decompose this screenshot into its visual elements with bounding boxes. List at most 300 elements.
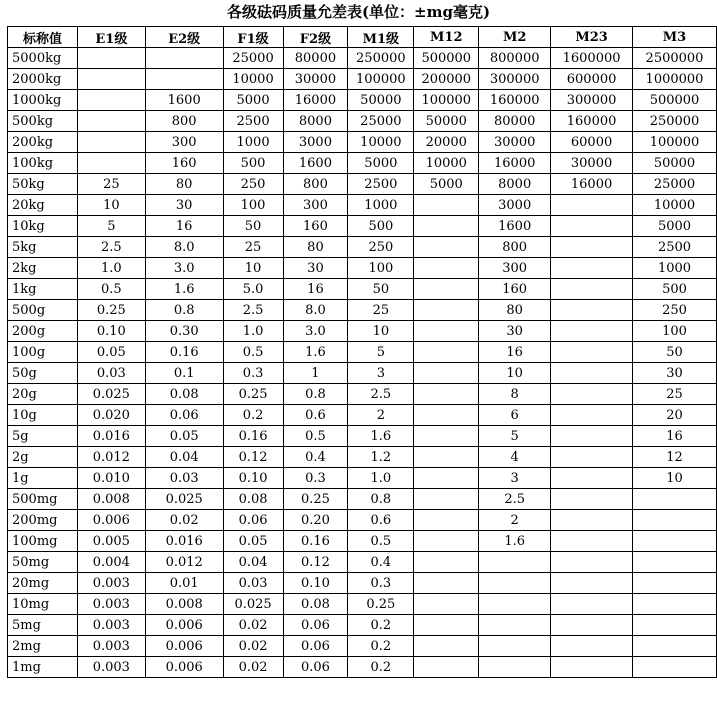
cell-e1: 0.004 <box>77 552 145 573</box>
cell-m12 <box>414 237 479 258</box>
table-row <box>8 405 717 426</box>
cell-m23 <box>551 195 633 216</box>
cell-m12 <box>414 468 479 489</box>
cell-m2: 2.5 <box>479 489 551 510</box>
table-row <box>8 594 717 615</box>
cell-m3: 500 <box>633 279 717 300</box>
cell-m12 <box>414 426 479 447</box>
cell-f1: 100 <box>223 195 283 216</box>
cell-e1: 0.008 <box>77 489 145 510</box>
cell-m2: 160000 <box>479 90 551 111</box>
cell-nominal: 5000kg <box>8 48 78 69</box>
cell-m2: 80 <box>479 300 551 321</box>
cell-e1: 0.10 <box>77 321 145 342</box>
cell-f1: 0.16 <box>223 426 283 447</box>
cell-f1: 25 <box>223 237 283 258</box>
cell-nominal: 200mg <box>8 510 78 531</box>
cell-m3: 250 <box>633 300 717 321</box>
cell-m12 <box>414 258 479 279</box>
cell-e2: 16 <box>145 216 223 237</box>
cell-m23 <box>551 510 633 531</box>
cell-m3 <box>633 573 717 594</box>
cell-f2: 0.12 <box>283 552 348 573</box>
cell-nominal: 5mg <box>8 615 78 636</box>
cell-e2: 0.025 <box>145 489 223 510</box>
cell-f1: 0.025 <box>223 594 283 615</box>
cell-m3: 50000 <box>633 153 717 174</box>
cell-m12 <box>414 594 479 615</box>
table-row <box>8 636 717 657</box>
cell-nominal: 1000kg <box>8 90 78 111</box>
cell-m3: 2500000 <box>633 48 717 69</box>
cell-f2: 8.0 <box>283 300 348 321</box>
cell-m3 <box>633 657 717 678</box>
cell-m1: 5000 <box>348 153 414 174</box>
cell-e2: 1.6 <box>145 279 223 300</box>
cell-m3 <box>633 552 717 573</box>
cell-m2: 800000 <box>479 48 551 69</box>
cell-e2: 0.006 <box>145 657 223 678</box>
cell-nominal: 100kg <box>8 153 78 174</box>
cell-e1 <box>77 69 145 90</box>
cell-m23 <box>551 489 633 510</box>
cell-m23 <box>551 573 633 594</box>
cell-m2: 30000 <box>479 132 551 153</box>
cell-f1: 1000 <box>223 132 283 153</box>
cell-m1: 0.2 <box>348 636 414 657</box>
cell-m3 <box>633 531 717 552</box>
cell-m12 <box>414 216 479 237</box>
table-row <box>8 279 717 300</box>
cell-m3 <box>633 594 717 615</box>
cell-f1: 0.02 <box>223 657 283 678</box>
cell-m12: 200000 <box>414 69 479 90</box>
table-row <box>8 615 717 636</box>
cell-nominal: 1mg <box>8 657 78 678</box>
cell-f1: 10000 <box>223 69 283 90</box>
cell-m3: 25 <box>633 384 717 405</box>
cell-f1: 250 <box>223 174 283 195</box>
cell-m3: 250000 <box>633 111 717 132</box>
cell-e2: 0.03 <box>145 468 223 489</box>
table-row <box>8 573 717 594</box>
table-row <box>8 384 717 405</box>
cell-m23: 600000 <box>551 69 633 90</box>
cell-m12: 100000 <box>414 90 479 111</box>
cell-m1: 0.2 <box>348 615 414 636</box>
cell-m23 <box>551 258 633 279</box>
header-e2: E2级 <box>145 27 223 48</box>
cell-f1: 0.04 <box>223 552 283 573</box>
cell-m12 <box>414 531 479 552</box>
cell-e1: 0.020 <box>77 405 145 426</box>
cell-m12 <box>414 615 479 636</box>
table-title: 各级砝码质量允差表(单位：±mg毫克) <box>226 3 491 21</box>
cell-nominal: 500g <box>8 300 78 321</box>
cell-f1: 2.5 <box>223 300 283 321</box>
cell-m23 <box>551 279 633 300</box>
cell-m23 <box>551 363 633 384</box>
table-row <box>8 90 717 111</box>
cell-f2: 300 <box>283 195 348 216</box>
cell-f2: 30000 <box>283 69 348 90</box>
cell-f2: 800 <box>283 174 348 195</box>
cell-m12 <box>414 636 479 657</box>
cell-m3: 10 <box>633 468 717 489</box>
cell-f2: 0.08 <box>283 594 348 615</box>
table-row <box>8 111 717 132</box>
cell-e2: 300 <box>145 132 223 153</box>
cell-m23 <box>551 594 633 615</box>
cell-e2: 30 <box>145 195 223 216</box>
cell-e2: 0.012 <box>145 552 223 573</box>
cell-nominal: 10g <box>8 405 78 426</box>
cell-nominal: 500kg <box>8 111 78 132</box>
cell-m2: 160 <box>479 279 551 300</box>
header-m2: M2 <box>479 27 551 48</box>
cell-m12 <box>414 489 479 510</box>
cell-m2 <box>479 615 551 636</box>
cell-nominal: 50g <box>8 363 78 384</box>
table-row <box>8 489 717 510</box>
cell-nominal: 20kg <box>8 195 78 216</box>
cell-m1: 250000 <box>348 48 414 69</box>
cell-m1: 0.4 <box>348 552 414 573</box>
cell-m3: 100 <box>633 321 717 342</box>
cell-e2: 0.8 <box>145 300 223 321</box>
cell-m2: 16000 <box>479 153 551 174</box>
cell-nominal: 10mg <box>8 594 78 615</box>
cell-e2: 1600 <box>145 90 223 111</box>
cell-m1: 0.5 <box>348 531 414 552</box>
cell-f2: 0.10 <box>283 573 348 594</box>
cell-m23 <box>551 426 633 447</box>
cell-m3 <box>633 510 717 531</box>
header-e1: E1级 <box>77 27 145 48</box>
cell-nominal: 2kg <box>8 258 78 279</box>
cell-f1: 0.5 <box>223 342 283 363</box>
cell-e2: 0.16 <box>145 342 223 363</box>
table-row <box>8 174 717 195</box>
cell-f2: 0.06 <box>283 636 348 657</box>
cell-nominal: 500mg <box>8 489 78 510</box>
cell-nominal: 5kg <box>8 237 78 258</box>
cell-m23 <box>551 216 633 237</box>
table-row <box>8 48 717 69</box>
cell-m12 <box>414 384 479 405</box>
cell-f2: 16000 <box>283 90 348 111</box>
cell-m1: 1.6 <box>348 426 414 447</box>
header-m12: M12 <box>414 27 479 48</box>
cell-m1: 0.8 <box>348 489 414 510</box>
header-m1: M1级 <box>348 27 414 48</box>
cell-f1: 500 <box>223 153 283 174</box>
table-row <box>8 426 717 447</box>
table-row <box>8 447 717 468</box>
cell-e1: 0.005 <box>77 531 145 552</box>
cell-m12 <box>414 279 479 300</box>
header-f1: F1级 <box>223 27 283 48</box>
header-m23: M23 <box>551 27 633 48</box>
cell-m1: 1.0 <box>348 468 414 489</box>
tolerance-table <box>7 26 717 678</box>
cell-f2: 8000 <box>283 111 348 132</box>
cell-m1: 2.5 <box>348 384 414 405</box>
cell-m1: 0.3 <box>348 573 414 594</box>
table-row <box>8 468 717 489</box>
cell-m2 <box>479 594 551 615</box>
cell-m2: 16 <box>479 342 551 363</box>
cell-nominal: 200kg <box>8 132 78 153</box>
cell-nominal: 1kg <box>8 279 78 300</box>
table-row <box>8 153 717 174</box>
cell-m2: 3000 <box>479 195 551 216</box>
cell-m23 <box>551 636 633 657</box>
cell-e2: 0.006 <box>145 615 223 636</box>
cell-e2: 80 <box>145 174 223 195</box>
cell-m2: 6 <box>479 405 551 426</box>
cell-f2: 0.3 <box>283 468 348 489</box>
cell-e2: 0.06 <box>145 405 223 426</box>
cell-m12 <box>414 657 479 678</box>
cell-m3: 1000 <box>633 258 717 279</box>
cell-m3: 12 <box>633 447 717 468</box>
cell-e1: 2.5 <box>77 237 145 258</box>
cell-m2: 1600 <box>479 216 551 237</box>
cell-e2: 0.02 <box>145 510 223 531</box>
cell-m3: 5000 <box>633 216 717 237</box>
cell-m3: 1000000 <box>633 69 717 90</box>
cell-m23 <box>551 447 633 468</box>
cell-e1: 0.003 <box>77 636 145 657</box>
table-row <box>8 552 717 573</box>
cell-f2: 0.6 <box>283 405 348 426</box>
cell-e2: 800 <box>145 111 223 132</box>
cell-nominal: 100g <box>8 342 78 363</box>
cell-m2: 800 <box>479 237 551 258</box>
cell-m23 <box>551 342 633 363</box>
cell-f1: 0.12 <box>223 447 283 468</box>
cell-m23: 160000 <box>551 111 633 132</box>
cell-e1: 0.003 <box>77 657 145 678</box>
cell-m3: 16 <box>633 426 717 447</box>
cell-e2: 0.30 <box>145 321 223 342</box>
cell-f1: 25000 <box>223 48 283 69</box>
cell-f1: 50 <box>223 216 283 237</box>
cell-m1: 100 <box>348 258 414 279</box>
cell-f2: 0.16 <box>283 531 348 552</box>
cell-e1: 10 <box>77 195 145 216</box>
cell-m23 <box>551 531 633 552</box>
cell-e1 <box>77 111 145 132</box>
cell-m23: 16000 <box>551 174 633 195</box>
cell-f2: 1.6 <box>283 342 348 363</box>
cell-m1: 5 <box>348 342 414 363</box>
cell-m2: 1.6 <box>479 531 551 552</box>
cell-nominal: 100mg <box>8 531 78 552</box>
cell-m1: 250 <box>348 237 414 258</box>
cell-m23 <box>551 384 633 405</box>
cell-e2: 0.04 <box>145 447 223 468</box>
cell-e1 <box>77 48 145 69</box>
cell-e1: 0.016 <box>77 426 145 447</box>
cell-f1: 10 <box>223 258 283 279</box>
cell-m3: 50 <box>633 342 717 363</box>
table-body <box>8 48 717 678</box>
cell-m3: 100000 <box>633 132 717 153</box>
cell-m2: 10 <box>479 363 551 384</box>
cell-m2: 300000 <box>479 69 551 90</box>
cell-m12 <box>414 195 479 216</box>
cell-e2: 0.05 <box>145 426 223 447</box>
cell-m23: 60000 <box>551 132 633 153</box>
cell-m12 <box>414 321 479 342</box>
cell-m2: 2 <box>479 510 551 531</box>
cell-m1: 0.2 <box>348 657 414 678</box>
cell-f2: 0.20 <box>283 510 348 531</box>
cell-m12 <box>414 552 479 573</box>
cell-e1: 0.25 <box>77 300 145 321</box>
cell-m1: 3 <box>348 363 414 384</box>
cell-m1: 1.2 <box>348 447 414 468</box>
cell-f1: 0.2 <box>223 405 283 426</box>
cell-e1: 5 <box>77 216 145 237</box>
cell-nominal: 5g <box>8 426 78 447</box>
cell-e1: 0.010 <box>77 468 145 489</box>
table-row <box>8 510 717 531</box>
cell-e1: 0.006 <box>77 510 145 531</box>
cell-e1: 0.5 <box>77 279 145 300</box>
header-f2: F2级 <box>283 27 348 48</box>
cell-m3: 2500 <box>633 237 717 258</box>
cell-e1: 0.05 <box>77 342 145 363</box>
cell-f1: 0.10 <box>223 468 283 489</box>
cell-m12: 20000 <box>414 132 479 153</box>
cell-f2: 0.4 <box>283 447 348 468</box>
cell-m12: 5000 <box>414 174 479 195</box>
cell-e1: 0.003 <box>77 615 145 636</box>
cell-f1: 0.25 <box>223 384 283 405</box>
cell-m1: 2500 <box>348 174 414 195</box>
cell-e2: 8.0 <box>145 237 223 258</box>
table-row <box>8 657 717 678</box>
cell-e1 <box>77 153 145 174</box>
cell-m2: 5 <box>479 426 551 447</box>
cell-m12 <box>414 510 479 531</box>
cell-m1: 25 <box>348 300 414 321</box>
cell-m2: 3 <box>479 468 551 489</box>
cell-f2: 0.06 <box>283 615 348 636</box>
cell-m2 <box>479 573 551 594</box>
header-nominal: 标称值 <box>8 27 78 48</box>
table-row <box>8 531 717 552</box>
cell-f1: 0.08 <box>223 489 283 510</box>
cell-f2: 3.0 <box>283 321 348 342</box>
cell-nominal: 2000kg <box>8 69 78 90</box>
cell-m23 <box>551 237 633 258</box>
cell-f2: 0.25 <box>283 489 348 510</box>
cell-m1: 10 <box>348 321 414 342</box>
cell-f2: 0.06 <box>283 657 348 678</box>
cell-m23 <box>551 552 633 573</box>
cell-m2: 80000 <box>479 111 551 132</box>
cell-m23: 300000 <box>551 90 633 111</box>
cell-f1: 1.0 <box>223 321 283 342</box>
cell-e2 <box>145 48 223 69</box>
cell-m1: 0.6 <box>348 510 414 531</box>
cell-f2: 160 <box>283 216 348 237</box>
cell-e2: 0.016 <box>145 531 223 552</box>
cell-m3 <box>633 636 717 657</box>
cell-f1: 2500 <box>223 111 283 132</box>
cell-m2 <box>479 657 551 678</box>
cell-m1: 10000 <box>348 132 414 153</box>
cell-nominal: 50mg <box>8 552 78 573</box>
cell-f1: 5.0 <box>223 279 283 300</box>
cell-f2: 0.5 <box>283 426 348 447</box>
cell-m2: 30 <box>479 321 551 342</box>
cell-e2: 0.1 <box>145 363 223 384</box>
cell-e2: 0.01 <box>145 573 223 594</box>
header-row <box>8 27 717 48</box>
cell-m3: 10000 <box>633 195 717 216</box>
cell-f2: 3000 <box>283 132 348 153</box>
cell-m1: 0.25 <box>348 594 414 615</box>
cell-m3 <box>633 615 717 636</box>
cell-m1: 500 <box>348 216 414 237</box>
cell-nominal: 20mg <box>8 573 78 594</box>
cell-m23: 1600000 <box>551 48 633 69</box>
cell-f2: 16 <box>283 279 348 300</box>
cell-e1: 0.025 <box>77 384 145 405</box>
cell-m3 <box>633 489 717 510</box>
cell-f1: 0.05 <box>223 531 283 552</box>
cell-e1: 25 <box>77 174 145 195</box>
cell-m1: 50000 <box>348 90 414 111</box>
cell-e1: 0.03 <box>77 363 145 384</box>
cell-nominal: 10kg <box>8 216 78 237</box>
table-row <box>8 363 717 384</box>
cell-m3: 500000 <box>633 90 717 111</box>
cell-nominal: 200g <box>8 321 78 342</box>
cell-e2: 0.006 <box>145 636 223 657</box>
cell-nominal: 1g <box>8 468 78 489</box>
cell-m12 <box>414 405 479 426</box>
cell-f1: 0.03 <box>223 573 283 594</box>
cell-m23 <box>551 321 633 342</box>
table-row <box>8 69 717 90</box>
cell-e1: 0.012 <box>77 447 145 468</box>
cell-m2 <box>479 636 551 657</box>
cell-m2: 8000 <box>479 174 551 195</box>
cell-e1: 0.003 <box>77 594 145 615</box>
cell-f1: 5000 <box>223 90 283 111</box>
cell-m1: 2 <box>348 405 414 426</box>
cell-e1 <box>77 90 145 111</box>
cell-e1: 1.0 <box>77 258 145 279</box>
cell-nominal: 2g <box>8 447 78 468</box>
cell-e2: 0.08 <box>145 384 223 405</box>
cell-e2: 160 <box>145 153 223 174</box>
cell-f2: 80 <box>283 237 348 258</box>
table-row <box>8 237 717 258</box>
cell-m1: 1000 <box>348 195 414 216</box>
table-row <box>8 195 717 216</box>
cell-f2: 1600 <box>283 153 348 174</box>
cell-m23 <box>551 615 633 636</box>
cell-f1: 0.3 <box>223 363 283 384</box>
table-row <box>8 216 717 237</box>
